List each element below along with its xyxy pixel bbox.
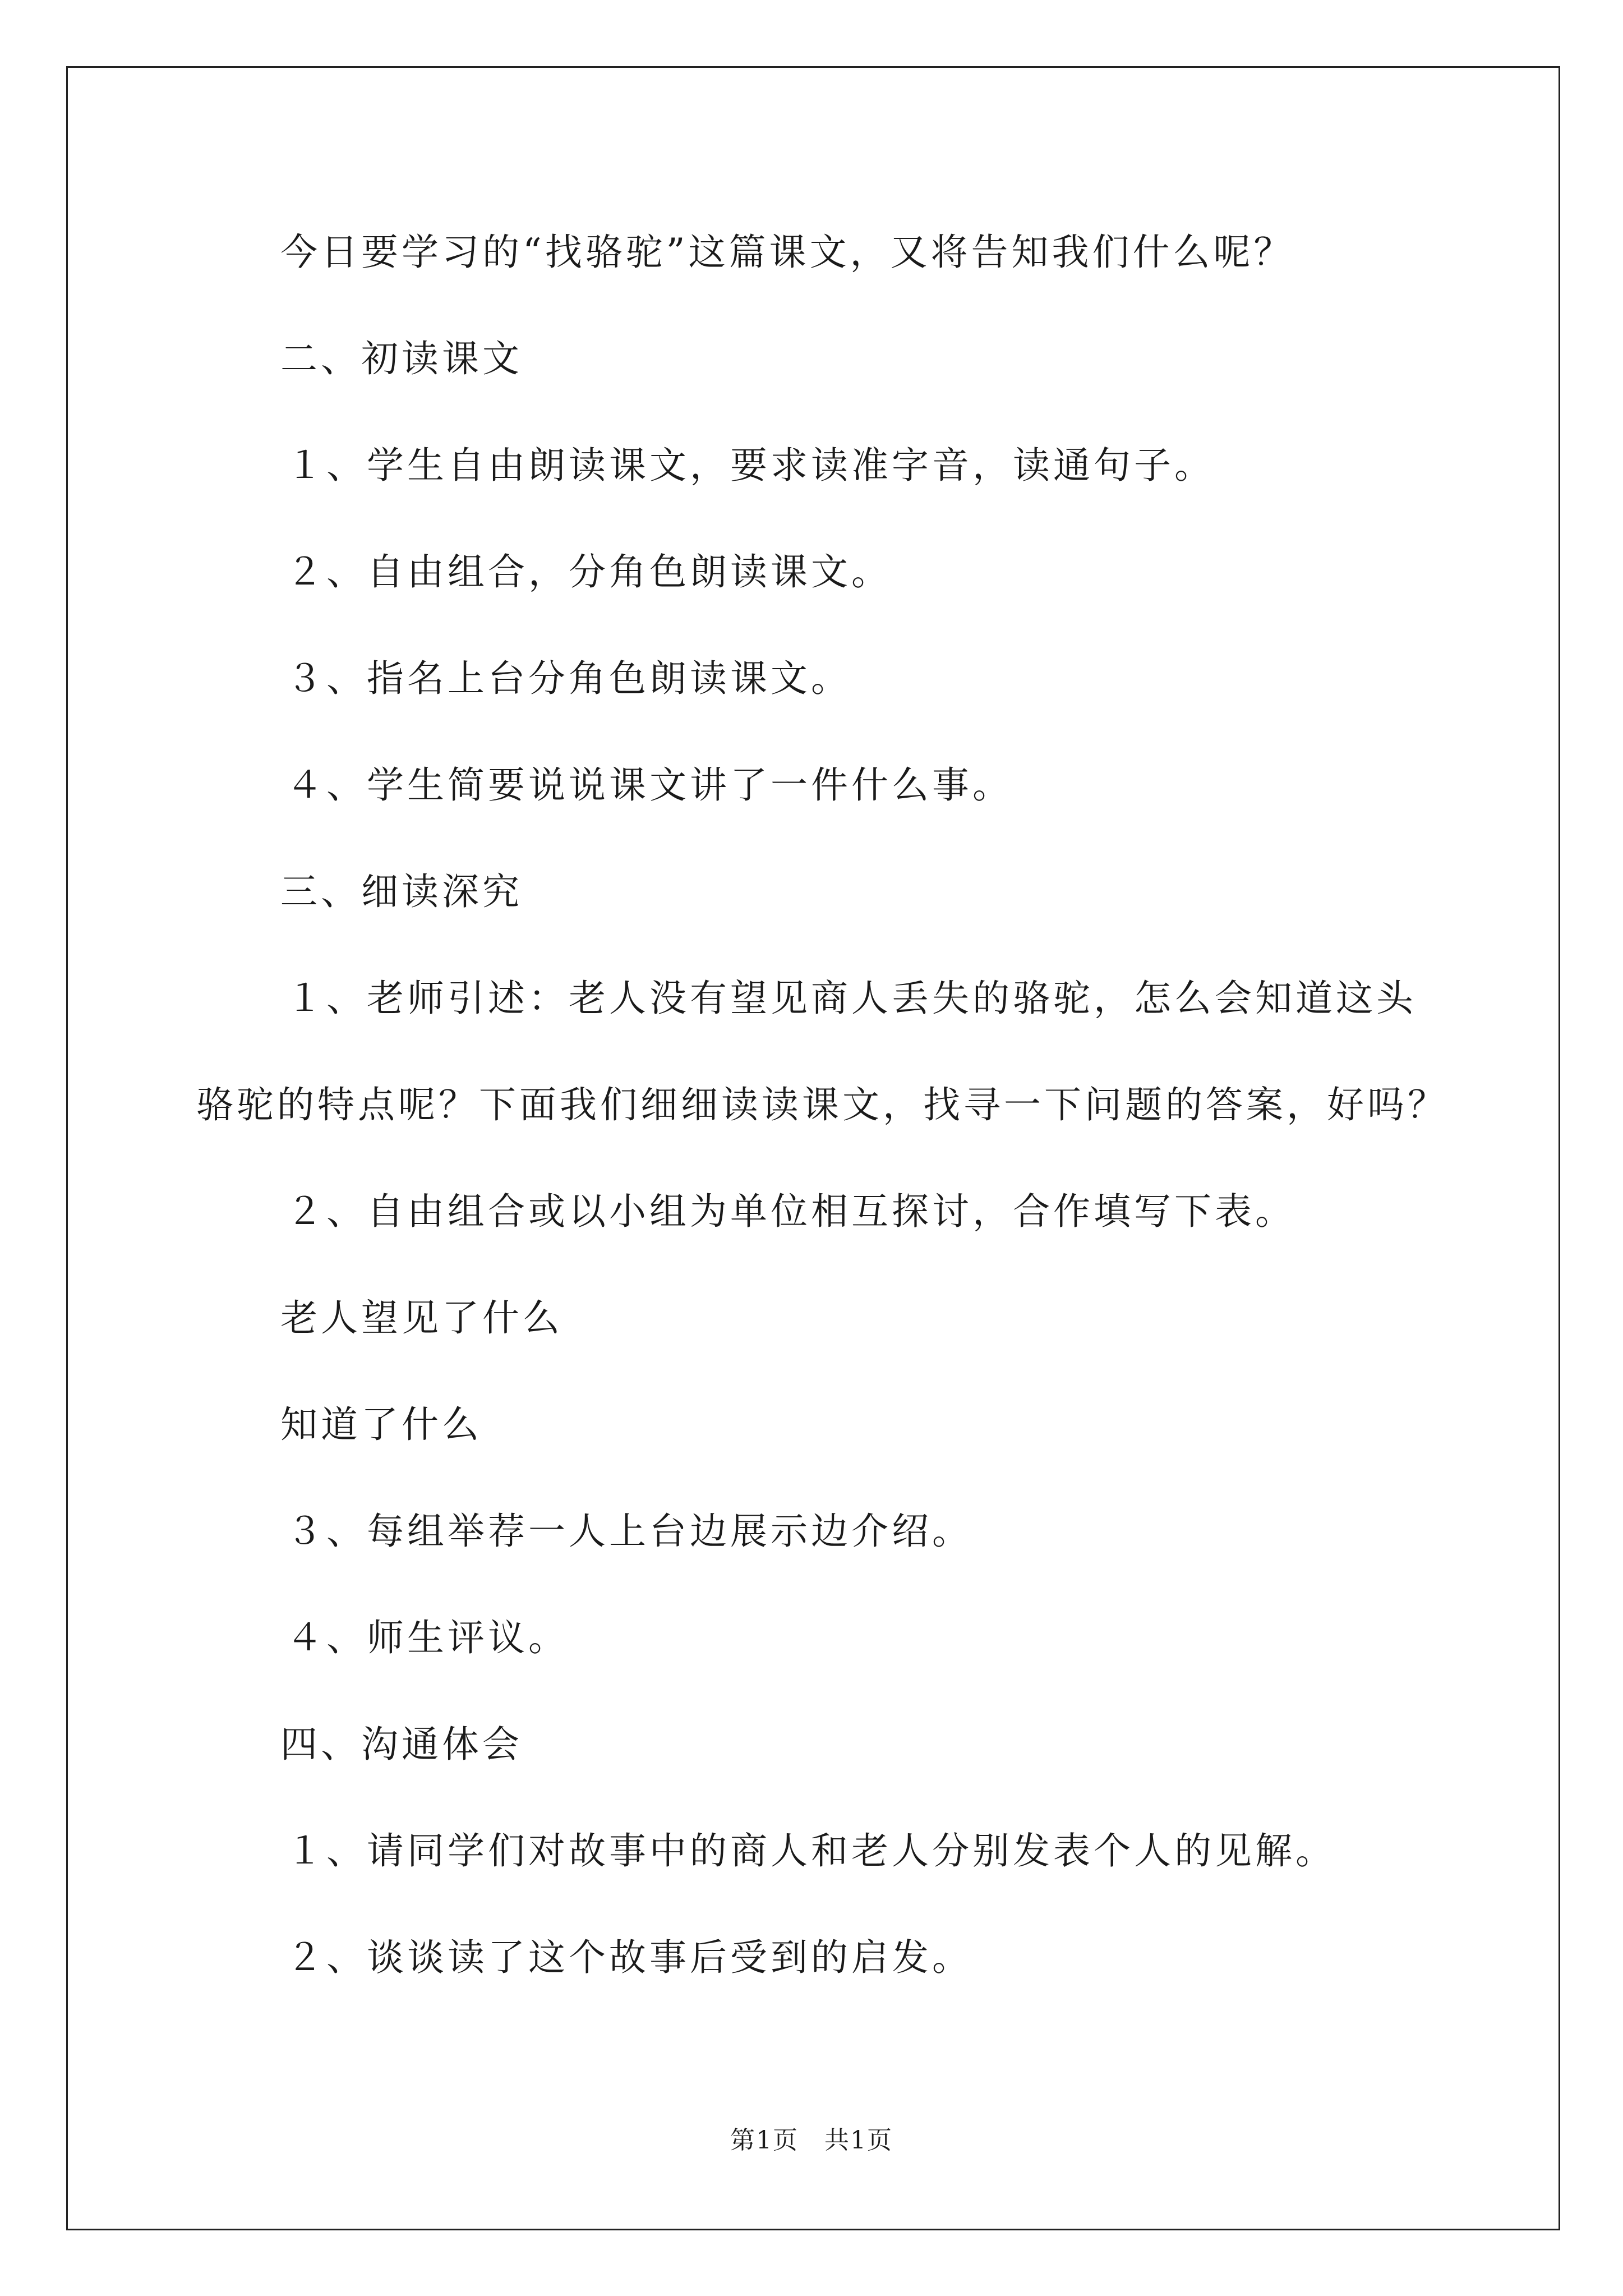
list-item: ４、学生简要说说课文讲了一件什么事。 [286,763,1013,807]
list-item: ２、自由组合，分角色朗读课文。 [286,550,892,593]
list-item: １、学生自由朗读课文，要求读准字音，读通句子。 [286,444,1215,487]
body-line-continuation: 骆驼的特点呢？下面我们细细读读课文，找寻一下问题的答案，好吗？ [196,1083,1448,1126]
page-border [66,66,1560,2230]
section-heading-first-reading: 二、初读课文 [280,337,523,380]
list-item: ３、每组举荐一人上台边展示边介绍。 [286,1510,972,1553]
list-item: ３、指名上台分角色朗读课文。 [286,657,851,700]
list-item: ２、自由组合或以小组为单位相互探讨，合作填写下表。 [286,1190,1295,1233]
list-item: １、老师引述：老人没有望见商人丢失的骆驼，怎么会知道这头 [286,977,1417,1020]
section-heading-close-reading: 三、细读深究 [280,870,523,913]
list-item: ４、师生评议。 [286,1616,569,1659]
page-footer: 第1页 共1页 [730,2126,893,2155]
list-item: ２、谈谈读了这个故事后受到的启发。 [286,1936,972,1979]
table-label-observed: 老人望见了什么 [280,1296,563,1340]
body-line-intro: 今日要学习的“找骆驼”这篇课文，又将告知我们什么呢？ [280,231,1294,274]
table-label-known: 知道了什么 [280,1403,482,1446]
list-item: １、请同学们对故事中的商人和老人分别发表个人的见解。 [286,1829,1336,1872]
section-heading-communication: 四、沟通体会 [280,1723,523,1766]
